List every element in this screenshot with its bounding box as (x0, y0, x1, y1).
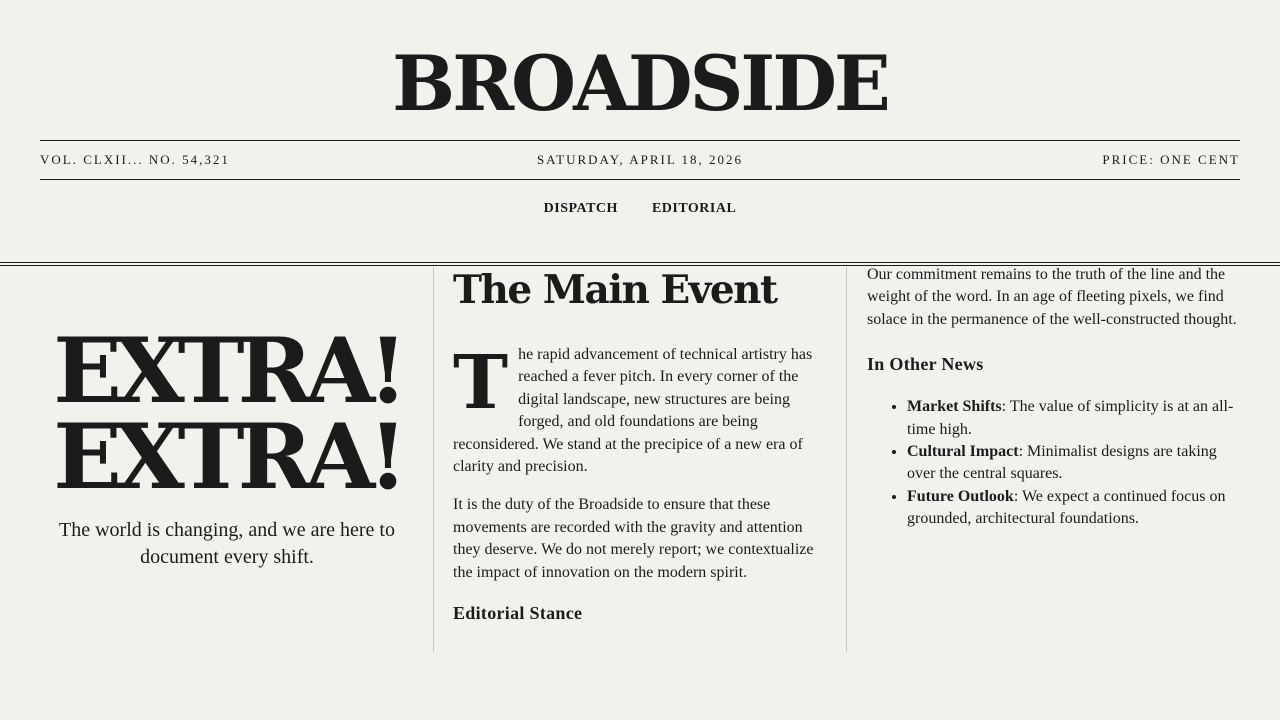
section-nav (0, 201, 1280, 217)
masthead-title: BROADSIDE (392, 39, 888, 128)
news-item-text: : Minimalist designs are taking over the central squares. (907, 443, 1217, 483)
extra-headline-line-2: EXTRA! (53, 404, 401, 510)
issue-info-bar (40, 140, 1240, 180)
nav-link-editorial[interactable]: EDITORIAL (651, 201, 737, 216)
sidebar-intro: Our commitment remains to the truth of the line and the weight of the word. In an age of fleeting pixels, we find solace in the permanence of the well-constructed thought. (867, 266, 1237, 328)
list-item (907, 486, 1240, 531)
article-paragraph-1 (453, 340, 827, 478)
extra-headline (40, 318, 414, 510)
extra-headline-line-1: EXTRA! (53, 318, 401, 424)
volume-number: VOL. CLXII... NO. 54,321 (40, 152, 230, 167)
column-divider-right (846, 267, 847, 652)
nav-link-dispatch[interactable]: DISPATCH (543, 201, 618, 216)
news-item-label: Cultural Impact (907, 443, 1019, 461)
editorial-stance-heading: Editorial Stance (453, 603, 583, 624)
drop-cap: T (453, 340, 509, 426)
issue-date: SATURDAY, APRIL 18, 2026 (536, 152, 744, 167)
other-news-heading: In Other News (867, 354, 984, 375)
article-paragraph-1-text: he rapid advancement of technical artistry has reached a fever pitch. In every corner of the digital landscape, new structures are being forged, and old foundations are being reconsidered. We stand at the precipice of a new era of clarity and precision. (453, 346, 813, 476)
sidebar-column (867, 264, 1240, 531)
issue-price: PRICE: ONE CENT (1102, 152, 1240, 167)
news-item-label: Market Shifts (907, 398, 1002, 416)
news-item-label: Future Outlook (907, 487, 1014, 505)
main-article (453, 266, 827, 625)
article-title: The Main Event (453, 267, 777, 313)
hero-tagline: The world is changing, and we are here to document every shift. (59, 519, 395, 568)
news-item-text: : We expect a continued focus on grounded, architectural foundations. (907, 487, 1226, 528)
other-news-list (867, 396, 1240, 530)
list-item (907, 441, 1240, 486)
column-divider-left (433, 267, 434, 652)
news-item-text: : The value of simplicity is at an all-time high. (907, 398, 1234, 438)
article-paragraph-2: It is the duty of the Broadside to ensure that these movements are recorded with the gravity and attention they deserve. We do not merely report; we contextualize the impact of innovation on the modern spirit. (453, 496, 814, 581)
list-item (907, 396, 1240, 441)
